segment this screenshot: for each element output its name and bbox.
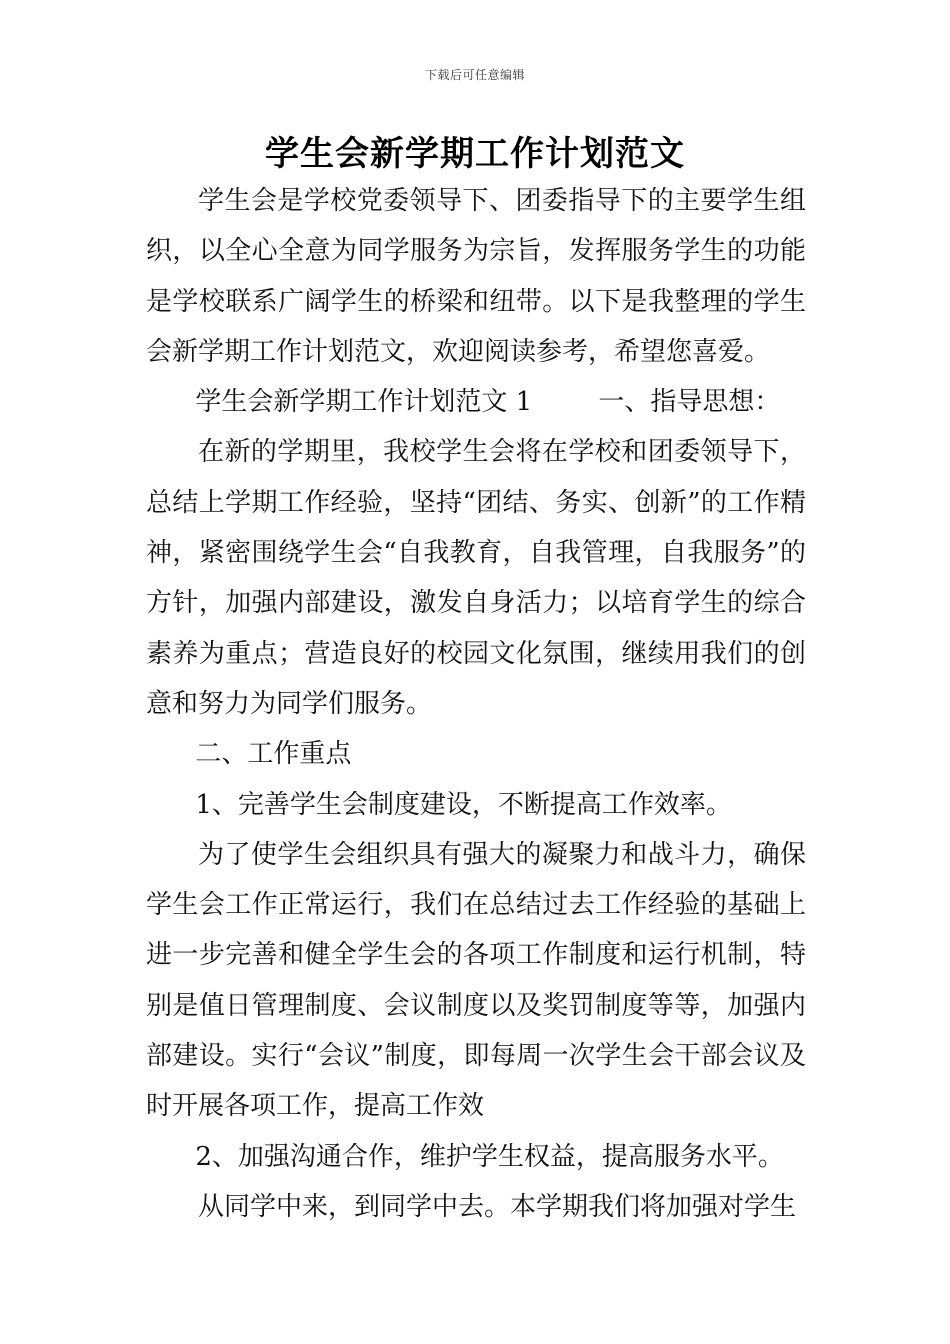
paragraph-work-focus-heading: 二、工作重点 xyxy=(195,739,352,770)
document-body xyxy=(146,176,806,1232)
paragraph-guiding-thought: 在新的学期里，我校学生会将在学校和团委领导下，总结上学期工作经验，坚持“团结、务实、创新”的工作精神，紧密围绕学生会“自我教育，自我管理，自我服务”的方针，加强内部建设，激发自身活力；以培育学生的综合素养为重点；营造良好的校园文化氛围，继续用我们的创意和努力为同学们服务。 xyxy=(146,437,806,719)
header-note: 下载后可任意编辑 xyxy=(424,68,525,82)
paragraph-item-1: 1、完善学生会制度建设，不断提高工作效率。 xyxy=(195,789,732,820)
paragraph-item-1-detail: 为了使学生会组织具有强大的凝聚力和战斗力，确保学生会工作正常运行，我们在总结过去工作经验的基础上进一步完善和健全学生会的各项工作制度和运行机制，特别是值日管理制度、会议制度以及奖罚制度等等，加强内部建设。实行“会议”制度，即每周一次学生会干部会议及时开展各项工作，提高工作效 xyxy=(146,839,806,1122)
paragraph-item-2-detail: 从同学中来，到同学中去。本学期我们将加强对学生 xyxy=(198,1191,797,1222)
document-title: 学生会新学期工作计划范文 xyxy=(265,134,685,174)
paragraph-item-2: 2、加强沟通合作，维护学生权益，提高服务水平。 xyxy=(195,1141,784,1172)
paragraph-intro: 学生会是学校党委领导下、团委指导下的主要学生组织，以全心全意为同学服务为宗旨，发挥服务学生的功能是学校联系广阔学生的桥梁和纽带。以下是我整理的学生会新学期工作计划范文，欢迎阅读参考，希望您喜爱。 xyxy=(146,186,806,367)
paragraph-section-heading: 学生会新学期工作计划范文 1 一、指导思想： xyxy=(195,387,781,418)
